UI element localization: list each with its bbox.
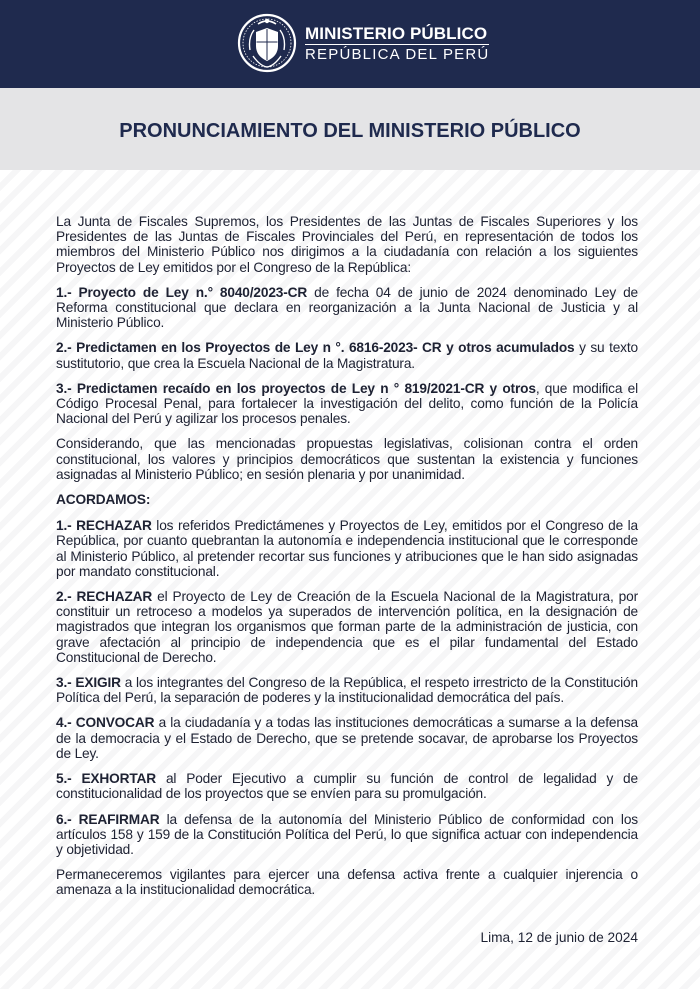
project-item bbox=[56, 381, 638, 427]
agreement-item-title: 6.- REAFIRMAR bbox=[56, 811, 160, 827]
project-item-text: , que modifica el Código Procesal Penal, para fortalecer la investigación del delito, como función de la Policía Nacional del Perú y agilizar los procesos penales. bbox=[56, 380, 638, 427]
agreement-item bbox=[56, 812, 638, 858]
agreement-item-title: 2.- RECHAZAR bbox=[56, 589, 153, 605]
agreement-item-text: a la ciudadanía y a todas las instituciones democráticas a sumarse a la defensa de la democracia y el Estado de Derecho, que se pretende socavar, de aprobarse los Proyectos de Ley. bbox=[56, 715, 638, 761]
agreement-item-text: a los integrantes del Congreso de la República, el respeto irrestricto de la Constitución Política del Perú, la separación de poderes y la institucionalidad democrática del país. bbox=[56, 675, 638, 706]
project-item-title: 2.- Predictamen en los Proyectos de Ley n °. 6816-2023- CR y otros acumulados bbox=[56, 340, 575, 356]
org-country: REPÚBLICA DEL PERÚ bbox=[305, 46, 490, 63]
agreement-item bbox=[56, 675, 638, 705]
agreements-heading-text: ACORDAMOS: bbox=[56, 492, 151, 508]
project-item bbox=[56, 340, 638, 370]
agreement-item-title: 4.- CONVOCAR bbox=[56, 715, 155, 731]
agreement-item-text: los referidos Predictámenes y Proyectos de Ley, emitidos por el Congreso de la República, por cuanto quebrantan la autonomía e independencia institucional que le corresponde al Ministerio Público, al pretender recortar sus funciones y atribuciones que le han sido asignadas por mandato constitucional. bbox=[56, 518, 638, 579]
logo bbox=[236, 10, 490, 76]
signature-date: Lima, 12 de junio de 2024 bbox=[480, 930, 638, 945]
project-item-text: de fecha 04 de junio de 2024 denominado Ley de Reforma constitucional que declara en reorganización a la Junta Nacional de Justicia y al Ministerio Público. bbox=[56, 284, 638, 331]
agreement-item-title: 5.- EXHORTAR bbox=[56, 771, 157, 787]
org-name: MINISTERIO PÚBLICO bbox=[305, 24, 488, 43]
project-item-text: y su texto sustitutorio, que crea la Escuela Nacional de la Magistratura. bbox=[56, 340, 638, 371]
project-item bbox=[56, 285, 638, 331]
agreements-heading bbox=[56, 492, 638, 507]
agreement-item-text: el Proyecto de Ley de Creación de la Escuela Nacional de la Magistratura, por constituir un retroceso a modelos ya superados de intervención política, en la designación de magistrados que integran los organismos que forman parte de la administración de justicia, con grave afectación al principio de independencia que es el pilar fundamental del Estado Constitucional de Derecho. bbox=[56, 589, 638, 665]
agreement-item-title: 1.- RECHAZAR bbox=[56, 518, 152, 534]
agreement-item bbox=[56, 771, 638, 801]
intro-paragraph: La Junta de Fiscales Supremos, los Presidentes de las Juntas de Fiscales Superiores y los Presidentes de las Juntas de Fiscales Provinciales del Perú, en representación de todos los miembros del Ministerio Público nos dirigimos a la ciudadanía con relación a los siguientes Proyectos de Ley emitidos por el Congreso de la República: bbox=[56, 214, 638, 275]
statement-body bbox=[56, 214, 638, 908]
agreement-item-text: la defensa de la autonomía del Ministerio Público de conformidad con los artículos 158 y 159 de la Constitución Política del Perú, lo que significa actuar con independencia y objetividad. bbox=[56, 811, 638, 857]
national-seal-icon bbox=[236, 10, 298, 76]
considering-paragraph: Considerando, que las mencionadas propuestas legislativas, colisionan contra el orden constitucional, los valores y principios democráticos que sustentan la existencia y funciones asignadas al Ministerio Público; en sesión plenaria y por unanimidad. bbox=[56, 436, 638, 482]
closing-paragraph: Permaneceremos vigilantes para ejercer una defensa activa frente a cualquier injerencia o amenaza a la institucionalidad democrática. bbox=[56, 867, 638, 898]
agreement-item-title: 3.- EXIGIR bbox=[56, 675, 121, 691]
agreement-item-text: al Poder Ejecutivo a cumplir su función de control de legalidad y de constitucionalidad de los proyectos que se envíen para su promulgación. bbox=[56, 771, 638, 802]
agreement-item bbox=[56, 715, 638, 761]
agreement-item bbox=[56, 518, 638, 579]
project-item-title: 3.- Predictamen recaído en los proyectos de Ley n ° 819/2021-CR y otros bbox=[56, 380, 536, 396]
project-item-title: 1.- Proyecto de Ley n.° 8040/2023-CR bbox=[56, 284, 308, 300]
header-banner bbox=[0, 0, 700, 88]
agreement-item bbox=[56, 589, 638, 665]
page-title: PRONUNCIAMIENTO DEL MINISTERIO PÚBLICO bbox=[119, 120, 581, 142]
